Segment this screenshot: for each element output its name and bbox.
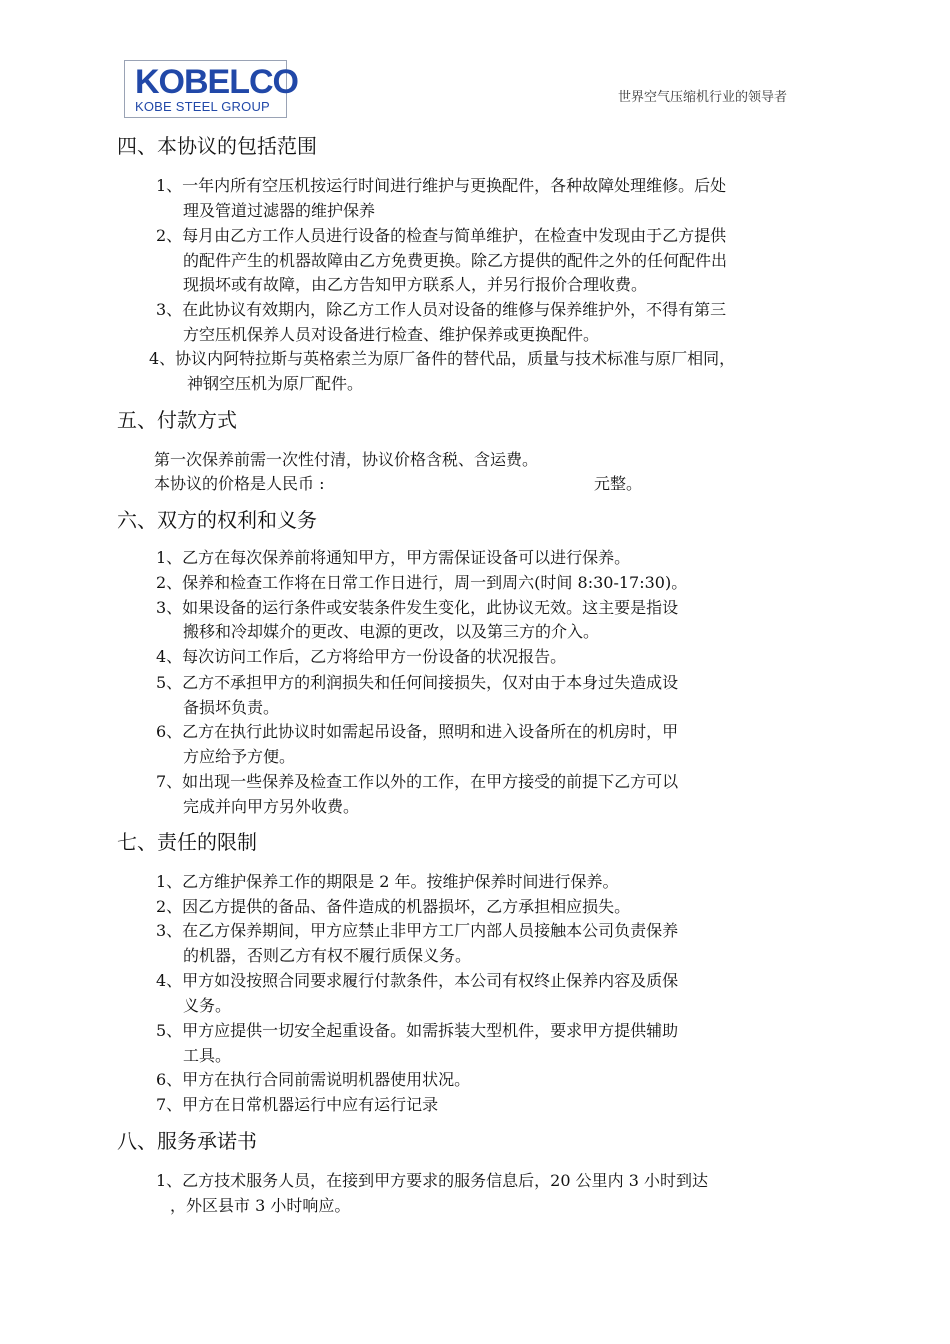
logo-main-text: KOBELCO [135, 63, 298, 101]
section-7-title: 七、责任的限制 [117, 830, 257, 854]
s7-line: 5、甲方应提供一切安全起重设备。如需拆装大型机件，要求甲方提供辅助 [156, 1021, 679, 1040]
kobelco-logo [124, 60, 298, 118]
s8-line: ，外区县市 3 小时响应。 [170, 1196, 351, 1215]
s7-line: 义务。 [183, 996, 232, 1015]
s5-line: 第一次保养前需一次性付清，协议价格含税、含运费。 [154, 450, 539, 469]
s4-line: 现损坏或有故障，由乙方告知甲方联系人，并另行报价合理收费。 [183, 275, 648, 294]
s6-line: 3、如果设备的运行条件或安装条件发生变化，此协议无效。这主要是指设 [156, 598, 679, 617]
s6-line: 6、乙方在执行此协议时如需起吊设备，照明和进入设备所在的机房时，甲 [156, 722, 679, 741]
s6-line: 5、乙方不承担甲方的利润损失和任何间接损失，仅对由于本身过失造成设 [156, 673, 679, 692]
s4-line: 理及管道过滤器的维护保养 [183, 201, 376, 220]
s7-line: 7、甲方在日常机器运行中应有运行记录 [156, 1095, 439, 1114]
s7-line: 1、乙方维护保养工作的期限是 2 年。按维护保养时间进行保养。 [156, 872, 619, 891]
s7-line: 6、甲方在执行合同前需说明机器使用状况。 [156, 1070, 471, 1089]
s7-line: 2、因乙方提供的备品、备件造成的机器损坏，乙方承担相应损失。 [156, 897, 631, 916]
s4-line: 3、在此协议有效期内，除乙方工作人员对设备的维修与保养维护外，不得有第三 [156, 300, 727, 319]
s7-line: 4、甲方如没按照合同要求履行付款条件，本公司有权终止保养内容及质保 [156, 971, 679, 990]
s6-line: 4、每次访问工作后，乙方将给甲方一份设备的状况报告。 [156, 647, 567, 666]
section-4-title: 四、本协议的包括范围 [117, 134, 317, 158]
s6-line: 方应给予方便。 [183, 747, 296, 766]
s5-price-unit: 元整。 [594, 474, 643, 493]
s4-line: 神钢空压机为原厂配件。 [187, 374, 364, 393]
logo-sub-text: KOBE STEEL GROUP [135, 99, 270, 114]
s6-line: 搬移和冷却媒介的更改、电源的更改，以及第三方的介入。 [183, 622, 600, 641]
section-6-title: 六、双方的权利和义务 [117, 508, 317, 532]
s4-line: 方空压机保养人员对设备进行检查、维护保养或更换配件。 [183, 325, 600, 344]
s7-line: 的机器，否则乙方有权不履行质保义务。 [183, 946, 472, 965]
s6-line: 备损坏负责。 [183, 698, 280, 717]
s7-line: 3、在乙方保养期间，甲方应禁止非甲方工厂内部人员接触本公司负责保养 [156, 921, 679, 940]
s4-line: 的配件产生的机器故障由乙方免费更换。除乙方提供的配件之外的任何配件出 [183, 251, 728, 270]
section-5-title: 五、付款方式 [117, 408, 237, 432]
s4-line: 4、协议内阿特拉斯与英格索兰为原厂备件的替代品，质量与技术标准与原厂相同， [149, 349, 736, 368]
s6-line: 2、保养和检查工作将在日常工作日进行，周一到周六(时间 8:30-17:30)。 [156, 573, 688, 592]
section-8-title: 八、服务承诺书 [117, 1129, 257, 1153]
s4-line: 2、每月由乙方工作人员进行设备的检查与简单维护，在检查中发现由于乙方提供 [156, 226, 727, 245]
s7-line: 工具。 [183, 1046, 232, 1065]
s4-line: 1、一年内所有空压机按运行时间进行维护与更换配件，各种故障处理维修。后处 [156, 176, 727, 195]
header-tagline: 世界空气压缩机行业的领导者 [618, 90, 788, 105]
s6-line: 完成并向甲方另外收费。 [183, 797, 360, 816]
s6-line: 7、如出现一些保养及检查工作以外的工作，在甲方接受的前提下乙方可以 [156, 772, 679, 791]
s5-price-label: 本协议的价格是人民币 : [154, 474, 325, 493]
s8-line: 1、乙方技术服务人员，在接到甲方要求的服务信息后，20 公里内 3 小时到达 [156, 1171, 708, 1190]
s6-line: 1、乙方在每次保养前将通知甲方，甲方需保证设备可以进行保养。 [156, 548, 631, 567]
